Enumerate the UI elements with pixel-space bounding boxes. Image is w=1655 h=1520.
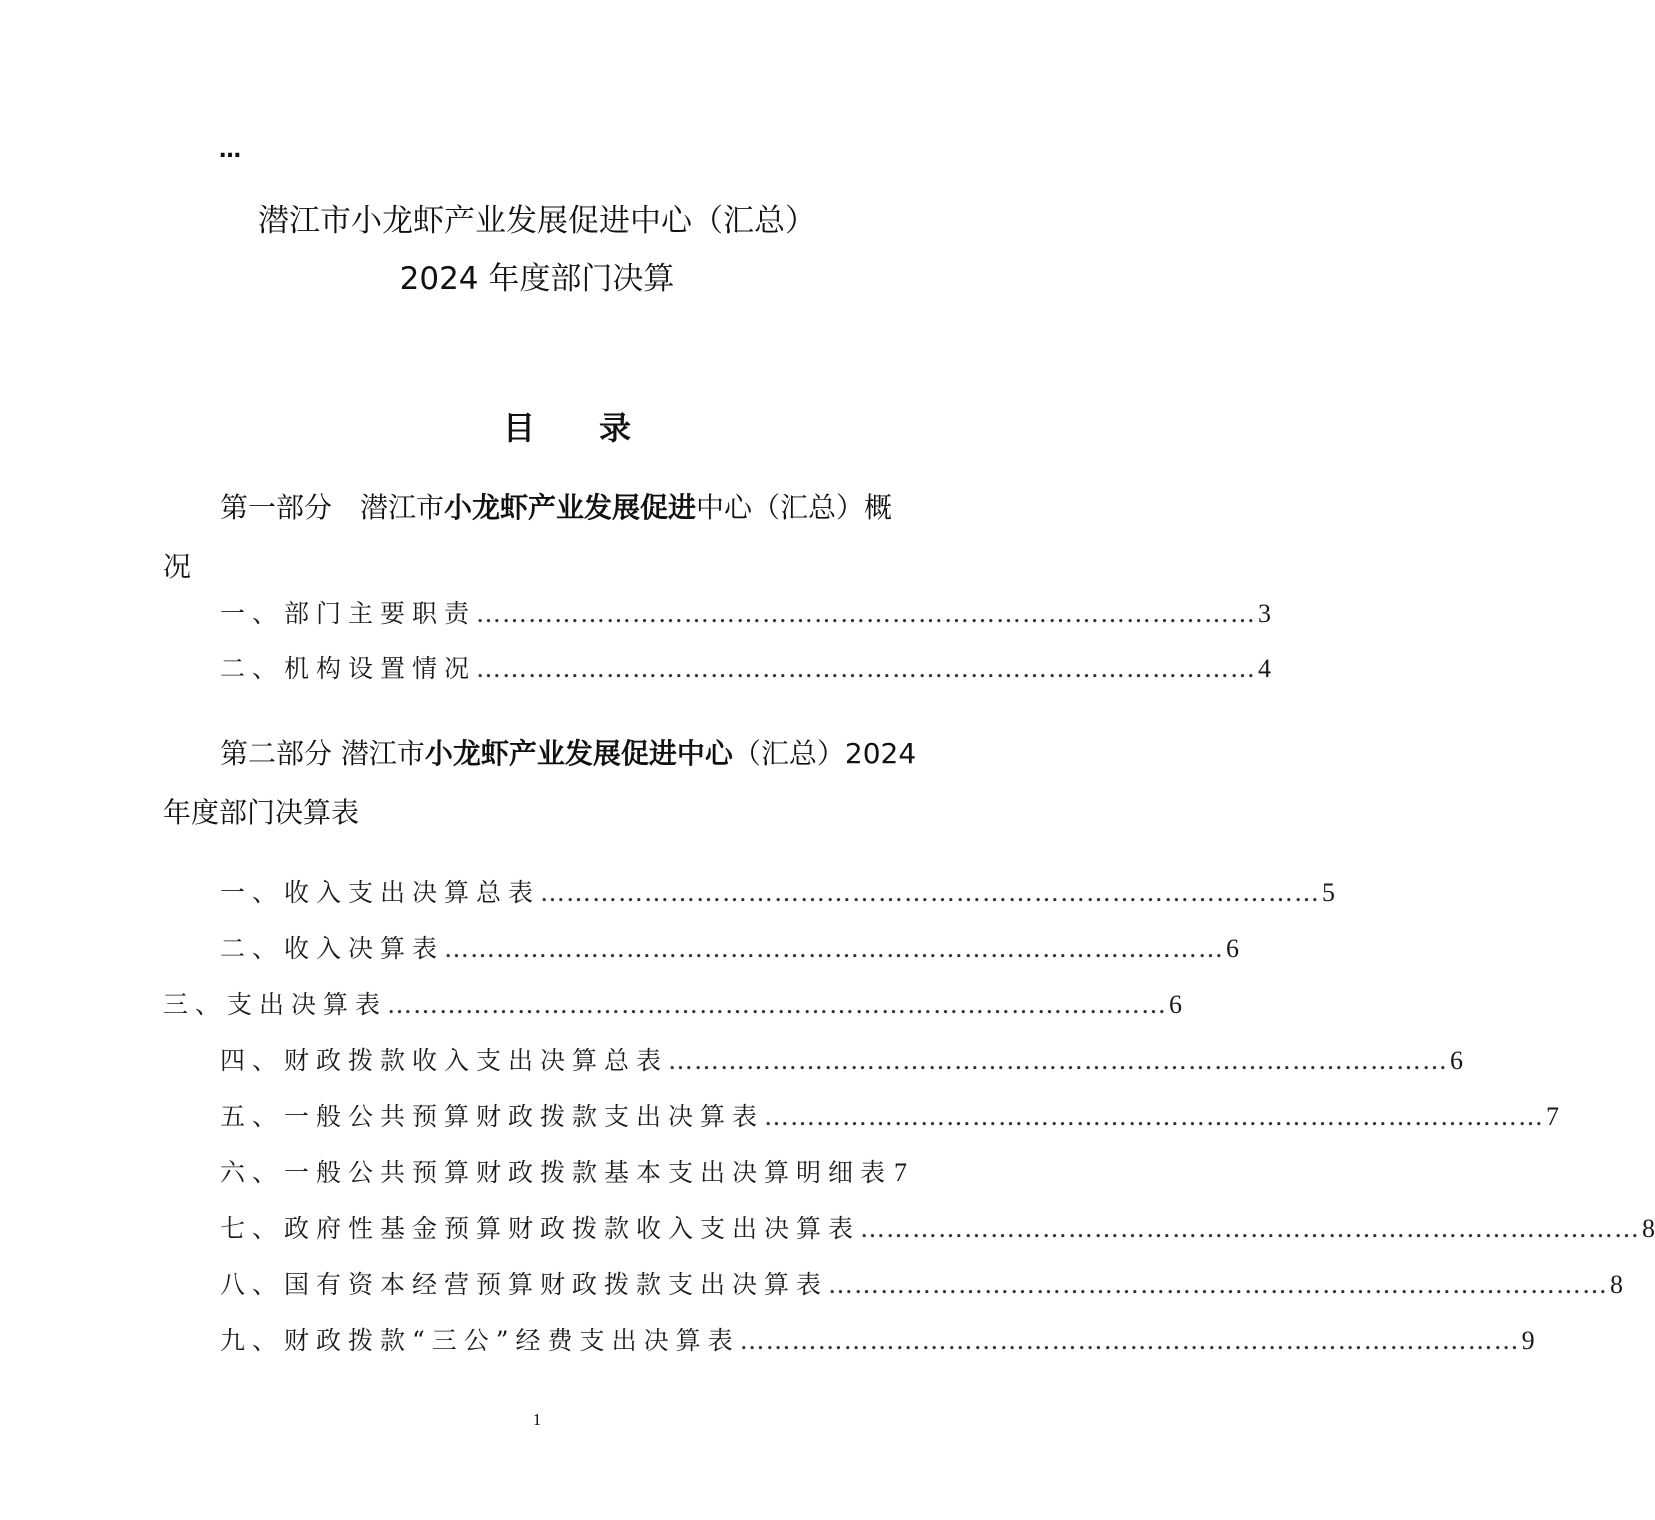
document-title-line-2: 2024 年度部门决算 — [399, 261, 675, 297]
ellipsis-mark: … — [219, 138, 242, 163]
toc-item-label: 一、部门主要职责 — [220, 599, 477, 628]
toc-item[interactable] — [220, 1041, 1464, 1075]
toc-heading: 目 录 — [503, 409, 632, 447]
toc-item-page: 7 — [1546, 1102, 1560, 1131]
toc-item[interactable] — [220, 1209, 1655, 1243]
part1-heading — [220, 486, 892, 526]
toc-item-label: 五、一般公共预算财政拨款支出决算表 — [220, 1102, 765, 1131]
toc-item-page: 8 — [1642, 1214, 1655, 1243]
part1-heading-bold: 小龙虾产业发展促进 — [444, 491, 697, 524]
toc-leader-dots: ……………………………………………………………………………… — [476, 599, 1257, 628]
toc-leader-dots: ……………………………………………………………………………… — [540, 878, 1321, 907]
toc-leader-dots: ……………………………………………………………………………… — [764, 1102, 1545, 1131]
toc-leader-dots: ……………………………………………………………………………… — [860, 1214, 1641, 1243]
toc-item[interactable] — [220, 1153, 908, 1187]
page-number: 1 — [532, 1410, 542, 1429]
part2-heading-suffix: （汇总）2024 — [732, 737, 917, 770]
part2-heading-continuation: 年度部门决算表 — [163, 796, 360, 829]
toc-item-label: 二、收入决算表 — [220, 934, 445, 963]
toc-leader-dots: ……………………………………………………………………………… — [739, 1326, 1520, 1355]
toc-item-page: 7 — [894, 1158, 908, 1187]
toc-item-label: 一、收入支出决算总表 — [220, 878, 541, 907]
part1-heading-prefix: 第一部分 潜江市 — [220, 491, 445, 524]
toc-item[interactable] — [220, 1265, 1624, 1299]
toc-item-label: 六、一般公共预算财政拨款基本支出决算明细表 — [220, 1158, 893, 1187]
toc-leader-dots: ……………………………………………………………………………… — [668, 1046, 1449, 1075]
part2-heading-prefix: 第二部分 潜江市 — [220, 737, 425, 770]
toc-item-page: 3 — [1258, 599, 1272, 628]
toc-item-page: 6 — [1169, 990, 1183, 1019]
toc-item-page: 9 — [1521, 1326, 1535, 1355]
document-title-line-1: 潜江市小龙虾产业发展促进中心（汇总） — [258, 203, 816, 239]
toc-item-page: 6 — [1450, 1046, 1464, 1075]
toc-item-label: 八、国有资本经营预算财政拨款支出决算表 — [220, 1270, 829, 1299]
part2-heading — [220, 732, 916, 772]
toc-item-label: 七、政府性基金预算财政拨款收入支出决算表 — [220, 1214, 861, 1243]
toc-item[interactable] — [220, 1321, 1535, 1355]
toc-item-page: 8 — [1610, 1270, 1624, 1299]
toc-item[interactable] — [220, 649, 1272, 683]
toc-item[interactable] — [220, 1097, 1560, 1131]
toc-item-page: 4 — [1258, 654, 1272, 683]
part2-heading-bold: 小龙虾产业发展促进中心 — [424, 737, 733, 770]
toc-item-label: 九、财政拨款“三公”经费支出决算表 — [220, 1326, 740, 1355]
toc-item-page: 5 — [1322, 878, 1336, 907]
toc-item-page: 6 — [1226, 934, 1240, 963]
toc-item-label: 二、机构设置情况 — [220, 654, 477, 683]
toc-item[interactable] — [220, 929, 1240, 963]
toc-leader-dots: ……………………………………………………………………………… — [476, 654, 1257, 683]
toc-leader-dots: ……………………………………………………………………………… — [444, 934, 1225, 963]
toc-item[interactable] — [163, 985, 1183, 1019]
toc-item[interactable] — [220, 594, 1272, 628]
toc-item-label: 三、支出决算表 — [163, 990, 388, 1019]
toc-item-label: 四、财政拨款收入支出决算总表 — [220, 1046, 669, 1075]
toc-item[interactable] — [220, 873, 1336, 907]
toc-leader-dots: ……………………………………………………………………………… — [828, 1270, 1609, 1299]
part1-heading-suffix: 中心（汇总）概 — [696, 491, 893, 524]
part1-heading-continuation: 况 — [163, 550, 192, 583]
toc-leader-dots: ……………………………………………………………………………… — [387, 990, 1168, 1019]
